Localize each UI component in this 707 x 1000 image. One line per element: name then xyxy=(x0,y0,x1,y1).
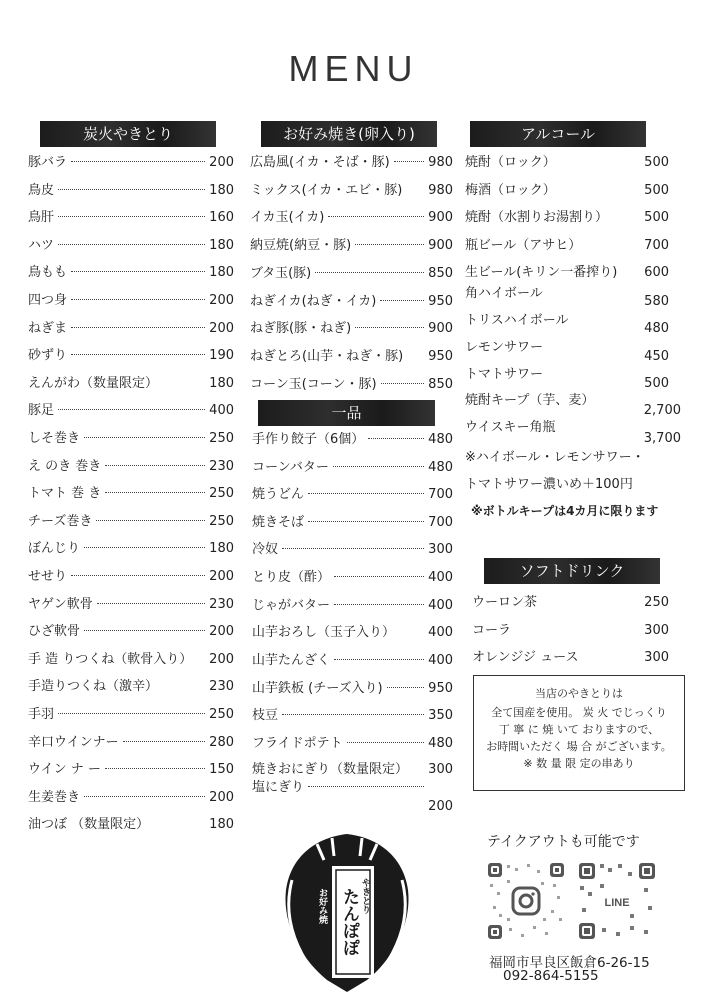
menu-item xyxy=(250,320,453,338)
menu-item xyxy=(28,347,234,365)
menu-item-price: 180 xyxy=(209,182,234,198)
menu-item-price: 480 xyxy=(428,432,453,447)
menu-item xyxy=(28,540,234,558)
menu-item-name: ミックス(イカ・エビ・豚) xyxy=(250,182,403,198)
menu-item xyxy=(465,182,669,200)
menu-item-name: フライドポテト xyxy=(252,736,343,751)
menu-item xyxy=(252,431,453,449)
menu-item xyxy=(252,735,453,753)
menu-item-name: ねぎイカ(ねぎ・イカ) xyxy=(250,293,377,309)
line-label: LINE xyxy=(604,897,630,909)
menu-item xyxy=(28,264,234,282)
menu-item xyxy=(28,209,234,227)
alcohol-note: ※ハイボール・レモンサワー・ xyxy=(465,450,645,465)
menu-item-price: 500 xyxy=(644,376,669,391)
menu-item xyxy=(252,761,453,779)
menu-item-name: 枝豆 xyxy=(252,708,279,723)
menu-item xyxy=(250,265,453,283)
dot-leader xyxy=(84,796,205,797)
menu-item-price: 480 xyxy=(428,460,453,475)
menu-item xyxy=(465,366,669,391)
menu-item-name: 焼酎キープ（芋、麦） xyxy=(465,393,595,408)
menu-item xyxy=(472,622,669,640)
svg-text:たんぽぽ: たんぽぽ xyxy=(339,888,359,956)
menu-item-name: トマト 巻 き xyxy=(28,486,102,502)
menu-item xyxy=(252,459,453,477)
dot-leader xyxy=(381,383,425,384)
menu-item-price: 900 xyxy=(428,321,453,337)
menu-item xyxy=(28,789,234,807)
menu-item-name: しそ巻き xyxy=(28,431,81,446)
dot-leader xyxy=(84,547,205,548)
menu-item-name: 生ビール(キリン一番搾り) xyxy=(465,265,618,280)
dot-leader xyxy=(328,216,424,217)
menu-item xyxy=(250,293,453,311)
section-header-ippin: 一品 xyxy=(258,400,435,426)
menu-item-price: 400 xyxy=(209,403,234,419)
line-qr-code[interactable] xyxy=(578,862,656,940)
menu-item-price: 150 xyxy=(209,762,234,778)
menu-item-price: 180 xyxy=(209,541,234,557)
menu-item-name: 鳥皮 xyxy=(28,182,55,198)
dot-leader xyxy=(58,409,205,410)
menu-item xyxy=(28,678,234,696)
takeout-text: テイクアウトも可能です xyxy=(487,834,640,850)
dot-leader xyxy=(380,300,424,301)
menu-item-price: 480 xyxy=(644,321,669,336)
menu-item-price: 3,700 xyxy=(643,431,681,446)
menu-item-price: 200 xyxy=(209,651,234,667)
notice-line: 丁 寧 に 焼 いて おりますので、 xyxy=(498,723,660,736)
menu-item xyxy=(472,649,669,667)
menu-item-name: トマトサワー xyxy=(465,367,544,382)
menu-item xyxy=(28,182,234,200)
dot-leader xyxy=(71,271,205,272)
menu-item-price: 230 xyxy=(209,679,234,695)
menu-item-price: 400 xyxy=(428,570,453,585)
menu-item-price: 190 xyxy=(209,348,234,364)
dot-leader xyxy=(58,244,205,245)
dot-leader xyxy=(71,354,205,355)
address: 福岡市早良区飯倉6-26-15 xyxy=(489,955,650,971)
instagram-icon xyxy=(513,888,539,914)
dot-leader xyxy=(282,714,424,715)
menu-item-price: 200 xyxy=(209,569,234,584)
menu-item-name: 砂ずり xyxy=(28,348,68,364)
menu-item xyxy=(28,761,234,779)
menu-item-name: ぼんじり xyxy=(28,541,81,557)
menu-item xyxy=(250,348,453,366)
menu-item-price: 850 xyxy=(428,376,453,392)
svg-text:お好み焼: お好み焼 xyxy=(317,888,327,924)
menu-item xyxy=(28,292,234,310)
menu-item-price: 500 xyxy=(644,155,669,170)
menu-item xyxy=(465,154,669,172)
menu-item-price: 180 xyxy=(209,265,234,281)
menu-item-price: 160 xyxy=(209,210,234,226)
menu-item-name: レモンサワー xyxy=(465,340,544,355)
dot-leader xyxy=(347,742,425,743)
menu-item-name: ウイン ナ ー xyxy=(28,762,101,778)
dot-leader xyxy=(282,548,424,549)
menu-item-price: 900 xyxy=(428,210,453,226)
tanpopo-logo xyxy=(272,830,422,995)
svg-text:やきとり: やきとり xyxy=(360,878,370,914)
dot-leader xyxy=(84,437,205,438)
menu-item-name: チーズ巻き xyxy=(28,513,93,529)
dot-leader xyxy=(308,786,424,787)
menu-item-name: 四つ身 xyxy=(28,293,68,308)
menu-item xyxy=(472,594,669,612)
menu-item-price: 300 xyxy=(644,650,669,665)
menu-item xyxy=(28,402,234,420)
dot-leader xyxy=(58,216,205,217)
menu-item xyxy=(250,154,453,172)
dot-leader xyxy=(387,687,425,688)
menu-item-name: 豚足 xyxy=(28,403,55,419)
dot-leader xyxy=(308,493,424,494)
menu-item-name: オレンジジ ュース xyxy=(472,650,579,665)
dot-leader xyxy=(84,630,205,631)
menu-item-price: 200 xyxy=(209,624,234,640)
menu-item xyxy=(28,816,234,834)
menu-item xyxy=(250,209,453,227)
dot-leader xyxy=(105,465,205,466)
dot-leader xyxy=(333,466,424,467)
menu-item-name: 豚バラ xyxy=(28,155,68,170)
menu-item-price: 200 xyxy=(209,155,234,170)
menu-item-price: 250 xyxy=(209,431,234,446)
menu-item-name: 鳥もも xyxy=(28,265,68,281)
menu-item xyxy=(465,392,681,418)
menu-item-name: じゃがバター xyxy=(252,598,331,613)
menu-item xyxy=(252,569,453,587)
menu-item-price: 280 xyxy=(209,734,234,750)
menu-item xyxy=(252,486,453,504)
menu-item-name: ねぎま xyxy=(28,320,68,336)
menu-item-name: 梅酒（ロック） xyxy=(465,183,556,198)
menu-item-price: 480 xyxy=(428,736,453,751)
menu-item-price: 230 xyxy=(209,458,234,474)
dot-leader xyxy=(71,161,205,162)
menu-item xyxy=(28,320,234,338)
menu-item xyxy=(28,734,234,752)
menu-item-price: 700 xyxy=(428,515,453,530)
notice-line: 全て国産を使用。 炭 火 でじっくり xyxy=(491,706,667,719)
dot-leader xyxy=(355,327,424,328)
dot-leader xyxy=(58,189,205,190)
menu-item-price: 500 xyxy=(644,183,669,198)
menu-item-price: 950 xyxy=(428,348,453,364)
menu-item-price: 980 xyxy=(428,155,453,170)
dot-leader xyxy=(71,575,205,576)
menu-item xyxy=(28,706,234,724)
dot-leader xyxy=(334,604,424,605)
dot-leader xyxy=(315,272,424,273)
menu-item xyxy=(252,707,453,725)
menu-item xyxy=(250,182,453,200)
dot-leader xyxy=(97,603,205,604)
menu-item-name: 鳥肝 xyxy=(28,210,55,226)
menu-item xyxy=(465,419,681,446)
dot-leader xyxy=(71,327,205,328)
menu-item-name: 冷奴 xyxy=(252,542,279,557)
dot-leader xyxy=(96,520,205,521)
notice-line: ※ 数 量 限 定の串あり xyxy=(523,757,635,770)
menu-item xyxy=(252,541,453,559)
menu-item-price: 250 xyxy=(209,513,234,529)
menu-item-name: イカ玉(イカ) xyxy=(250,210,325,226)
menu-item-name: 手作り餃子（6個） xyxy=(252,432,365,447)
menu-item-name: ねぎとろ(山芋・ねぎ・豚) xyxy=(250,348,404,364)
bottle-keep-note: ※ボトルキープは4カ月に限ります xyxy=(471,504,659,518)
menu-item-name: えんがわ（数量限定） xyxy=(28,375,159,391)
menu-item xyxy=(252,514,453,532)
instagram-qr-code[interactable] xyxy=(487,862,565,940)
menu-item-name: コーラ xyxy=(472,623,512,638)
section-header-alcohol: アルコール xyxy=(470,121,646,147)
menu-item-name: 瓶ビール（アサヒ） xyxy=(465,238,582,253)
menu-item-price: 200 xyxy=(209,789,234,805)
menu-item-price: 400 xyxy=(428,653,453,668)
menu-item xyxy=(252,597,453,615)
menu-item xyxy=(250,376,453,394)
menu-item xyxy=(28,430,234,448)
menu-item xyxy=(28,485,234,503)
menu-item-price: 700 xyxy=(644,238,669,253)
menu-item xyxy=(28,623,234,641)
menu-item-name: 焼きそば xyxy=(252,515,305,530)
menu-item-name: 塩にぎり xyxy=(252,780,305,795)
menu-item-name: 手羽 xyxy=(28,707,55,722)
menu-item-name: 手 造 りつくね（軟骨入り） xyxy=(28,651,193,667)
menu-item-price: 450 xyxy=(644,349,669,364)
menu-item-price: 180 xyxy=(209,817,234,833)
menu-item-name: 油つぼ （数量限定） xyxy=(28,817,150,833)
menu-item xyxy=(465,209,669,227)
menu-item-price: 180 xyxy=(209,375,234,391)
menu-item-price: 2,700 xyxy=(643,403,681,418)
menu-item-price: 230 xyxy=(209,596,234,612)
menu-item xyxy=(28,154,234,172)
section-header-soft-drinks: ソフトドリンク xyxy=(484,558,660,584)
menu-item-name: 納豆焼(納豆・豚) xyxy=(250,238,352,254)
dot-leader xyxy=(105,768,205,769)
menu-item-name: 角ハイボール xyxy=(465,286,543,301)
menu-item-name: ウーロン茶 xyxy=(472,595,538,610)
dot-leader xyxy=(71,299,205,300)
menu-item-name: 焼酎（水割りお湯割り） xyxy=(465,210,609,225)
menu-item xyxy=(250,237,453,255)
menu-item-name: ブタ玉(豚) xyxy=(250,265,312,281)
menu-item-name: トリスハイボール xyxy=(465,313,569,328)
menu-item-name: ハツ xyxy=(28,237,55,253)
menu-item-price: 200 xyxy=(428,799,453,814)
menu-item-price: 300 xyxy=(428,542,453,557)
menu-item xyxy=(28,375,234,393)
dot-leader xyxy=(368,438,424,439)
notice-box xyxy=(473,675,685,791)
dot-leader xyxy=(105,492,205,493)
dot-leader xyxy=(334,659,424,660)
dot-leader xyxy=(394,161,424,162)
menu-item-price: 500 xyxy=(644,210,669,225)
menu-item-name: コーンバター xyxy=(252,460,329,475)
menu-item xyxy=(465,237,669,255)
menu-item-price: 850 xyxy=(428,265,453,281)
menu-item-name: 焼酎（ロック） xyxy=(465,155,556,170)
phone-number: 092-864-5155 xyxy=(503,968,599,984)
menu-item-price: 250 xyxy=(644,595,669,610)
menu-item-name: 山芋たんざく xyxy=(252,653,331,668)
dot-leader xyxy=(355,244,424,245)
menu-item-price: 950 xyxy=(428,681,453,696)
menu-item-price: 250 xyxy=(209,707,234,722)
menu-item xyxy=(465,264,669,282)
notice-line: 当店のやきとりは xyxy=(535,687,623,700)
menu-item-name: 辛口ウインナー xyxy=(28,734,119,750)
menu-item-name: 山芋おろし（玉子入り） xyxy=(252,625,396,640)
menu-item-price: 200 xyxy=(209,320,234,336)
menu-item-name: え のき 巻き xyxy=(28,458,102,474)
menu-item-name: ウイスキー角瓶 xyxy=(465,420,556,435)
menu-item xyxy=(28,596,234,614)
menu-item-name: コーン玉(コーン・豚) xyxy=(250,376,377,392)
menu-item-name: 焼きおにぎり（数量限定） xyxy=(252,762,409,777)
menu-item xyxy=(465,339,669,364)
menu-item-price: 400 xyxy=(428,625,453,640)
menu-item-price: 580 xyxy=(644,294,669,309)
menu-item-name: ひざ軟骨 xyxy=(28,624,81,640)
menu-item-price: 600 xyxy=(644,265,669,280)
menu-item-name: 生姜巻き xyxy=(28,789,81,805)
menu-item xyxy=(28,651,234,669)
section-header-yakitori: 炭火やきとり xyxy=(40,121,216,147)
dot-leader xyxy=(123,741,206,742)
menu-item xyxy=(252,624,453,642)
section-header-okonomiyaki: お好み焼き(卵入り) xyxy=(261,121,437,147)
dot-leader xyxy=(334,576,424,577)
menu-item-price: 200 xyxy=(209,293,234,308)
menu-item xyxy=(28,568,234,586)
menu-item-price: 300 xyxy=(644,623,669,638)
menu-item-price: 900 xyxy=(428,238,453,254)
menu-item-price: 250 xyxy=(209,486,234,502)
menu-item xyxy=(28,237,234,255)
menu-item-name: とり皮（酢） xyxy=(252,570,331,585)
dot-leader xyxy=(58,713,205,714)
page-title: MENU xyxy=(288,48,419,89)
dot-leader xyxy=(308,521,424,522)
menu-item-price: 400 xyxy=(428,598,453,613)
menu-item-name: ねぎ豚(豚・ねぎ) xyxy=(250,321,352,337)
menu-item xyxy=(28,458,234,476)
menu-item-price: 350 xyxy=(428,708,453,723)
menu-item-price: 300 xyxy=(428,762,453,777)
menu-item-name: せせり xyxy=(28,569,68,584)
menu-item-price: 950 xyxy=(428,293,453,309)
notice-line: お時間いただく 場 合 がございます。 xyxy=(486,740,672,753)
menu-item xyxy=(465,312,669,336)
menu-item-price: 700 xyxy=(428,487,453,502)
menu-item-name: 山芋鉄板 (チーズ入り) xyxy=(252,681,383,696)
menu-item xyxy=(252,652,453,670)
menu-item xyxy=(252,680,453,698)
menu-item-name: ヤゲン軟骨 xyxy=(28,596,93,612)
menu-item-price: 980 xyxy=(428,182,453,198)
menu-item xyxy=(252,779,453,814)
menu-item-price: 180 xyxy=(209,237,234,253)
menu-item-name: 焼うどん xyxy=(252,487,305,502)
menu-item-name: 広島風(イカ・そば・豚) xyxy=(250,155,390,170)
menu-item xyxy=(465,285,669,309)
menu-item xyxy=(28,513,234,531)
menu-item-name: 手造りつくね（激辛） xyxy=(28,679,159,695)
alcohol-note: トマトサワー濃いめ＋100円 xyxy=(465,477,633,492)
